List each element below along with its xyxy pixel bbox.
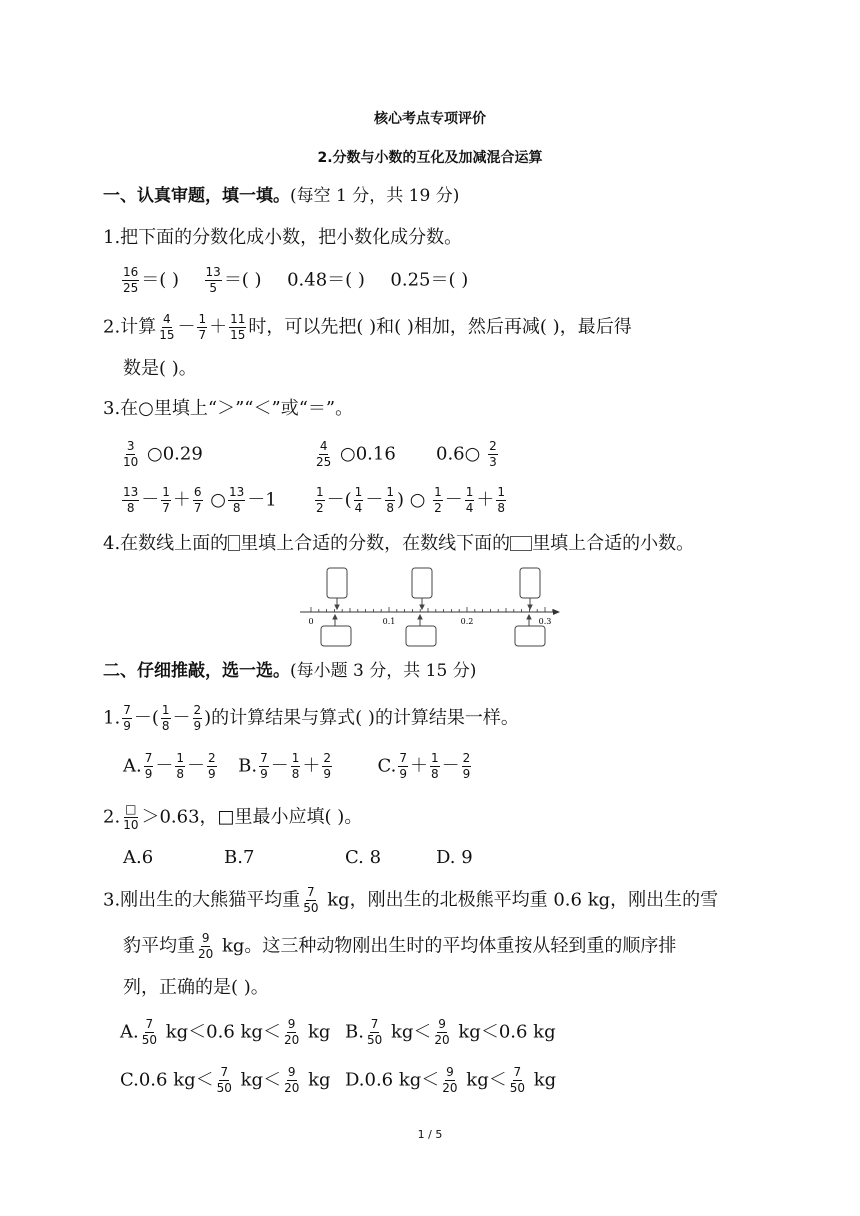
s2q2-option-a[interactable]: A.6 [123, 847, 154, 868]
fraction: $\frac{4}{15}$ [159, 312, 175, 342]
operator: －1 [247, 489, 277, 511]
compare-circle: ) ○ [396, 489, 426, 511]
q2-text: 时，可以先把( )和( )相加，然后再减( )，最后得 [248, 316, 632, 338]
lower-box-2[interactable] [406, 626, 436, 646]
q4-text: 4.在数线上面的 [103, 533, 229, 554]
upper-box-2[interactable] [412, 568, 432, 598]
s2q3-line3: 列，正确的是( )。 [123, 977, 269, 998]
s2q3-option-c[interactable]: C.0.6 kg＜ $\frac{7}{50}$ kg＜ $\frac{9}{20}$ kg [120, 1065, 331, 1095]
q3-row2-a [120, 486, 277, 515]
q2-line2: 数是( )。 [123, 358, 197, 379]
lower-box-1[interactable] [321, 626, 351, 646]
fraction: $\frac{13}{8}$ [229, 485, 245, 515]
fraction: $\frac{□}{10}$ [123, 802, 139, 832]
fraction: $\frac{7}{50}$ [303, 885, 319, 915]
section2-title: 二、仔细推敲，选一选。 [103, 661, 290, 681]
tick-label-0: 0 [308, 617, 314, 626]
q3-row1-b [313, 440, 396, 469]
operator: － [172, 707, 191, 729]
q2-prefix: 2.计算 [103, 316, 157, 338]
answer-blank: 0.25＝( ) [390, 269, 469, 291]
fraction: $\frac{1}{2}$ [316, 485, 324, 515]
compare-item: ○0.29 [147, 443, 203, 465]
page-subtitle: 2.分数与小数的互化及加减混合运算 [317, 150, 543, 166]
fraction: $\frac{3}{10}$ [123, 439, 139, 469]
fraction: $\frac{7}{50}$ [366, 1017, 383, 1047]
s2q2-option-d[interactable]: D. 9 [436, 847, 473, 868]
fraction: $\frac{16}{25}$ [123, 265, 139, 295]
fraction: $\frac{4}{25}$ [316, 439, 332, 469]
fraction: $\frac{2}{9}$ [193, 703, 202, 733]
number-line [295, 565, 565, 651]
fraction: $\frac{2}{9}$ [323, 751, 331, 781]
decimal-box-icon [510, 536, 532, 551]
fraction: $\frac{9}{20}$ [434, 1017, 450, 1047]
q3-row1-c [436, 440, 500, 469]
fraction: $\frac{1}{8}$ [176, 751, 185, 781]
tick-label-03: 0.3 [538, 617, 552, 626]
axis-ticks [311, 607, 553, 612]
upper-box-3[interactable] [520, 568, 540, 598]
question-text: kg，刚出生的北极熊平均重 0.6 kg，刚出生的雪 [321, 889, 719, 911]
fraction: $\frac{6}{7}$ [193, 485, 202, 515]
q4-stem [103, 532, 694, 556]
compare-item: ○0.16 [340, 443, 396, 465]
section1-heading [103, 184, 459, 208]
q3-row2-b [313, 486, 508, 515]
fraction: $\frac{1}{8}$ [430, 751, 439, 781]
fraction: $\frac{9}{20}$ [442, 1065, 458, 1095]
page-number: 1 / 5 [417, 1128, 443, 1141]
fraction: $\frac{2}{9}$ [208, 751, 216, 781]
operator: ) [204, 707, 212, 729]
compare-item: 0.6○ [436, 443, 481, 465]
operator: － [141, 489, 160, 511]
answer-blank: 0.48＝( ) [287, 269, 365, 291]
axis-arrow-icon [553, 609, 560, 615]
s2q2-option-b[interactable]: B.7 [224, 847, 255, 868]
fraction: $\frac{13}{5}$ [205, 265, 221, 295]
q1-stem: 1.把下面的分数化成小数，把小数化成分数。 [103, 227, 463, 248]
down-arrows [335, 598, 532, 609]
q4-text: 里填上合适的小数。 [532, 533, 695, 554]
q1-items [120, 266, 468, 295]
lower-box-3[interactable] [515, 626, 545, 646]
fraction: $\frac{7}{50}$ [509, 1065, 526, 1095]
operator: － [177, 316, 196, 338]
s2q3-line1 [103, 886, 718, 915]
fraction: $\frac{13}{8}$ [123, 485, 139, 515]
option-b[interactable]: B. $\frac{7}{9}$ － $\frac{1}{8}$ ＋ $\frac{2}{9}$ [238, 751, 331, 781]
fraction: $\frac{7}{9}$ [144, 751, 153, 781]
fraction: $\frac{1}{8}$ [386, 485, 394, 515]
operator: － [365, 489, 384, 511]
up-arrows [333, 615, 531, 626]
question-text: 的计算结果与算式( )的计算结果一样。 [211, 707, 519, 729]
operator: － [444, 489, 463, 511]
compare-circle: ○ [210, 489, 227, 511]
fraction: $\frac{1}{8}$ [497, 485, 506, 515]
s2q3-option-a[interactable]: A. $\frac{7}{50}$ kg＜0.6 kg＜ $\frac{9}{20}$ kg [120, 1017, 331, 1047]
tick-label-01: 0.1 [382, 617, 396, 626]
fraction: $\frac{2}{3}$ [489, 439, 497, 469]
fraction: $\frac{9}{20}$ [284, 1065, 300, 1095]
question-number: 2. [103, 806, 121, 828]
operator: －( [326, 489, 352, 511]
operator: ＋ [172, 489, 191, 511]
section1-score: (每空 1 分，共 19 分) [290, 186, 460, 206]
question-text: 豹平均重 [123, 935, 195, 957]
s2q3-option-b[interactable]: B. $\frac{7}{50}$ kg＜ $\frac{9}{20}$ kg＜0.6 kg [345, 1017, 556, 1047]
section2-score: (每小题 3 分，共 15 分) [290, 661, 477, 681]
q2-line1 [103, 313, 632, 342]
fraction: $\frac{1}{7}$ [162, 485, 170, 515]
fraction: $\frac{2}{9}$ [462, 751, 471, 781]
question-text: 3.刚出生的大熊猫平均重 [103, 889, 301, 911]
question-text: kg。这三种动物刚出生时的平均体重按从轻到重的顺序排 [216, 935, 677, 957]
upper-box-1[interactable] [327, 568, 347, 598]
question-text: ＞0.63，□里最小应填( )。 [141, 806, 363, 828]
q3-row1-a [120, 440, 203, 469]
fraction: $\frac{7}{50}$ [216, 1065, 232, 1095]
option-c[interactable]: C. $\frac{7}{9}$ ＋ $\frac{1}{8}$ － $\frac{2}{9}$ [377, 751, 471, 781]
fraction: $\frac{1}{8}$ [161, 703, 170, 733]
fraction: $\frac{7}{9}$ [260, 751, 268, 781]
tick-label-02: 0.2 [460, 617, 474, 626]
answer-blank: ＝( ) [141, 269, 180, 291]
s2q2-stem [103, 803, 362, 832]
operator: ＋ [209, 316, 228, 338]
fraction: $\frac{11}{15}$ [230, 312, 246, 342]
option-a[interactable]: A. $\frac{7}{9}$ － $\frac{1}{8}$ － $\frac{2}{9}$ [123, 751, 216, 781]
fraction: $\frac{9}{20}$ [198, 931, 214, 961]
s2q3-option-d[interactable]: D.0.6 kg＜ $\frac{9}{20}$ kg＜ $\frac{7}{50}$ kg [345, 1065, 557, 1095]
page-title: 核心考点专项评价 [374, 111, 486, 127]
question-number: 1. [103, 707, 121, 729]
fraction: $\frac{1}{4}$ [465, 485, 474, 515]
operator: ＋ [476, 489, 495, 511]
fraction-box-icon [228, 535, 240, 551]
fraction: $\frac{1}{7}$ [198, 312, 207, 342]
s2q2-option-c[interactable]: C. 8 [345, 847, 382, 868]
s2q3-line2 [123, 932, 676, 961]
answer-blank: ＝( ) [223, 269, 262, 291]
fraction: $\frac{1}{8}$ [291, 751, 300, 781]
fraction: $\frac{7}{50}$ [141, 1017, 158, 1047]
fraction: $\frac{1}{4}$ [354, 485, 363, 515]
section1-title: 一、认真审题，填一填。 [103, 186, 290, 206]
fraction: $\frac{7}{9}$ [399, 751, 407, 781]
fraction: $\frac{1}{2}$ [434, 485, 442, 515]
s2q1-stem [103, 704, 519, 733]
q3-stem: 3.在○里填上“＞”“＜”或“＝”。 [103, 398, 354, 419]
fraction: $\frac{7}{9}$ [123, 703, 131, 733]
section2-heading [103, 659, 476, 683]
fraction: $\frac{9}{20}$ [283, 1017, 300, 1047]
operator: －( [133, 707, 159, 729]
q4-text: 里填上合适的分数，在数线下面的 [240, 533, 511, 554]
s2q1-options [123, 752, 473, 781]
